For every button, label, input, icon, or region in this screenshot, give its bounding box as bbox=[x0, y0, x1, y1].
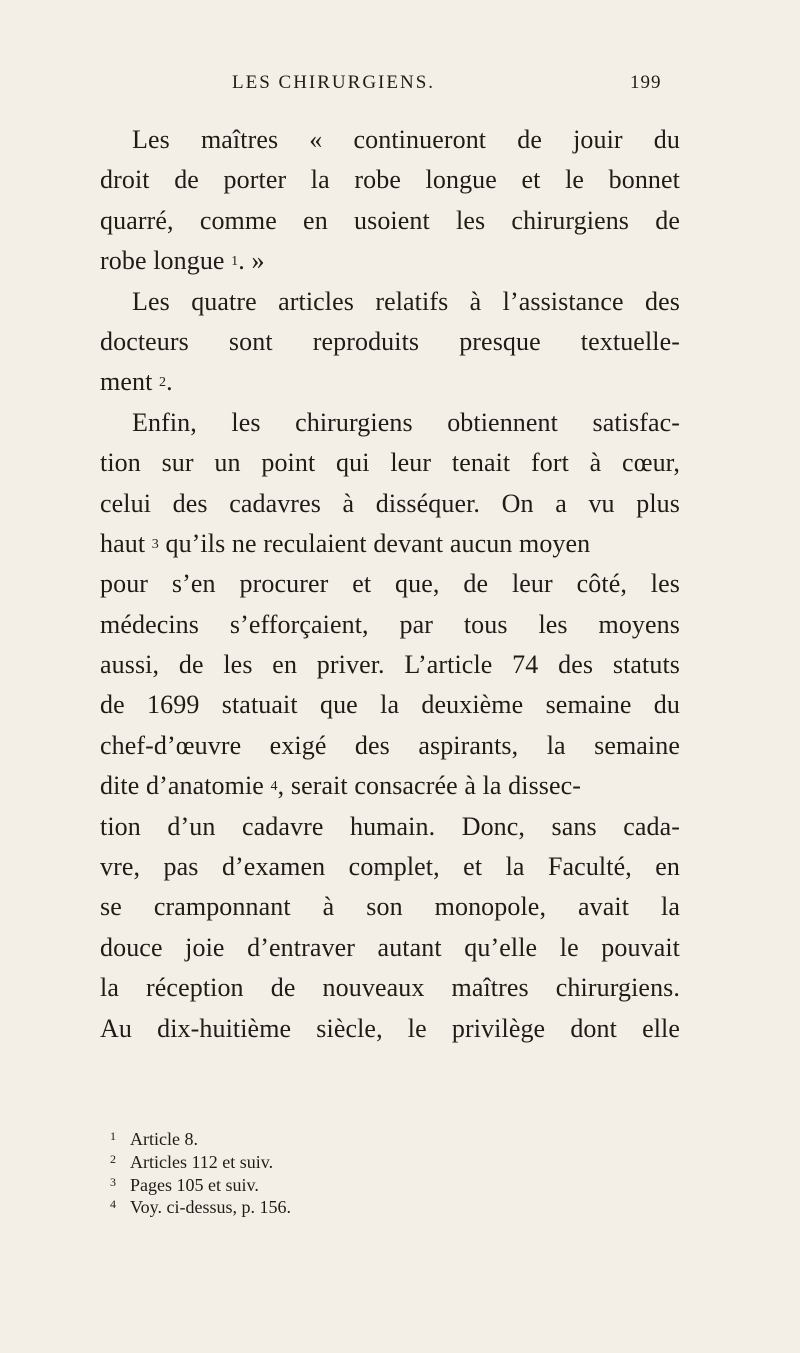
text-line: se cramponnant à son monopole, avait la bbox=[100, 892, 680, 922]
text-line: médecins s’efforçaient, par tous les moyens bbox=[100, 609, 680, 639]
text-line: quarré, comme en usoient les chirurgiens de bbox=[100, 205, 680, 235]
text-line: chef-d’œuvre exigé des aspirants, la semaine bbox=[100, 730, 680, 760]
text-line: vre, pas d’examen complet, et la Faculté, en bbox=[100, 852, 680, 882]
text-line: Enfin, les chirurgiens obtiennent satisfac- bbox=[132, 407, 680, 437]
text-line: Au dix-huitième siècle, le privilège dont elle bbox=[100, 1013, 680, 1043]
footnote-ref: 3 bbox=[151, 536, 159, 552]
text-line: douce joie d’entraver autant qu’elle le pouvait bbox=[100, 932, 680, 962]
footnote-ref: 1 bbox=[231, 254, 239, 270]
footnote-text: Article 8. bbox=[130, 1129, 198, 1149]
text-line: pour s’en procurer et que, de leur côté, les bbox=[100, 569, 680, 599]
body-text bbox=[100, 120, 680, 1049]
footnote-text: Voy. ci-dessus, p. 156. bbox=[130, 1197, 291, 1218]
footnotes bbox=[110, 1128, 410, 1219]
text-line: docteurs sont reproduits presque textuelle- bbox=[100, 326, 680, 356]
text-line: haut $^3$ qu’ils ne reculaient devant aucun moyen bbox=[100, 528, 591, 558]
footnote-ref: 4 bbox=[270, 779, 278, 795]
text-line: tion d’un cadavre humain. Donc, sans cada- bbox=[100, 811, 680, 841]
text-line: tion sur un point qui leur tenait fort à cœur, bbox=[100, 448, 680, 478]
text-line: aussi, de les en priver. L’article 74 des statuts bbox=[100, 650, 680, 680]
text-line: droit de porter la robe longue et le bonnet bbox=[100, 165, 680, 195]
text-line: de 1699 statuait que la deuxième semaine du bbox=[100, 690, 680, 720]
page-number: 199 bbox=[630, 72, 662, 93]
text-line: Les quatre articles relatifs à l’assistance des bbox=[132, 286, 680, 316]
text-line: robe longue $^1$. » bbox=[100, 246, 265, 276]
footnote: 3 Pages 105 et suiv. bbox=[110, 1174, 259, 1195]
footnote-text: Pages 105 et suiv. bbox=[130, 1174, 259, 1195]
footnote: 2 Articles 112 et suiv. bbox=[110, 1151, 274, 1172]
footnote-ref: 2 bbox=[159, 375, 167, 391]
text-line: celui des cadavres à disséquer. On a vu plus bbox=[100, 488, 680, 518]
footnote: 1 Article 8. bbox=[110, 1129, 198, 1149]
footnote: 4 Voy. ci-dessus, p. 156. bbox=[110, 1197, 291, 1218]
text-line: Les maîtres « continueront de jouir du bbox=[132, 125, 680, 154]
footnote-text: Articles 112 et suiv. bbox=[130, 1151, 274, 1172]
running-head: LES CHIRURGIENS. bbox=[232, 72, 436, 93]
text-line: la réception de nouveaux maîtres chirurgiens. bbox=[100, 973, 680, 1003]
text-line: ment $^2$. bbox=[100, 367, 173, 397]
text-line: dite d’anatomie $^4$, serait consacrée à la dissec- bbox=[100, 771, 582, 801]
